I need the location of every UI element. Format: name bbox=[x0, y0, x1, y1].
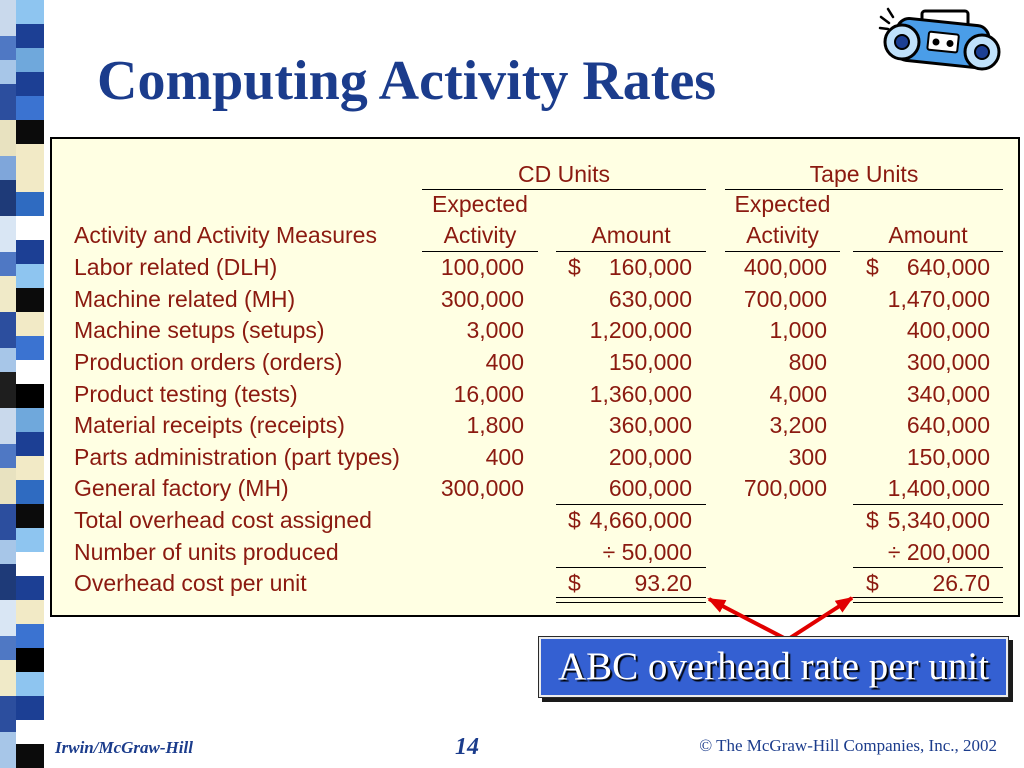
cd-currency-symbol: $ bbox=[568, 570, 581, 597]
page-number: 14 bbox=[455, 734, 479, 760]
tape-expected-activity: 300 bbox=[788, 443, 827, 470]
tape-amount: 1,470,000 bbox=[887, 285, 990, 312]
cd-activity-header: Activity bbox=[443, 222, 517, 249]
tape-amount: 340,000 bbox=[906, 380, 990, 407]
tape-expected-activity: 700,000 bbox=[743, 475, 827, 502]
activity-label: Parts administration (part types) bbox=[74, 443, 400, 470]
cd-amount: 1,200,000 bbox=[589, 317, 692, 344]
callout-box bbox=[539, 637, 1008, 697]
cd-amount: 600,000 bbox=[608, 475, 692, 502]
table-row bbox=[52, 410, 1018, 442]
cd-expected-activity: 400 bbox=[485, 443, 524, 470]
table-row bbox=[52, 252, 1018, 284]
tape-expected-activity: 4,000 bbox=[769, 380, 827, 407]
tape-units-produced: ÷ 200,000 bbox=[887, 538, 990, 565]
tape-currency-symbol: $ bbox=[866, 507, 879, 533]
tape-amount: 640,000 bbox=[906, 254, 990, 281]
cd-currency-symbol: $ bbox=[568, 254, 581, 281]
activity-label: Labor related (DLH) bbox=[74, 254, 278, 281]
callout-text: ABC overhead rate per unit bbox=[557, 645, 990, 688]
tape-expected-header: Expected bbox=[734, 191, 831, 218]
column-header-row bbox=[52, 189, 1018, 221]
tape-amount: 300,000 bbox=[906, 349, 990, 375]
tape-amount: 150,000 bbox=[906, 443, 990, 470]
cd-expected-activity: 3,000 bbox=[466, 317, 524, 344]
cd-units-produced: ÷ 50,000 bbox=[602, 538, 692, 565]
double-rule bbox=[556, 602, 706, 603]
cd-amount: 160,000 bbox=[608, 254, 692, 281]
double-rule bbox=[853, 597, 1003, 598]
double-rule bbox=[556, 597, 706, 598]
table-row bbox=[52, 347, 1018, 379]
cd-units-header: CD Units bbox=[517, 161, 610, 188]
total-overhead-label: Total overhead cost assigned bbox=[74, 507, 372, 533]
tape-amount-header: Amount bbox=[888, 222, 968, 249]
tape-total-overhead: 5,340,000 bbox=[887, 507, 990, 533]
cd-amount: 360,000 bbox=[608, 412, 692, 439]
cd-expected-activity: 300,000 bbox=[440, 475, 524, 502]
decorative-stripe bbox=[16, 0, 44, 768]
tape-expected-activity: 700,000 bbox=[743, 285, 827, 312]
cd-currency-symbol: $ bbox=[568, 507, 581, 533]
cd-expected-activity: 400 bbox=[485, 349, 524, 375]
units-row bbox=[52, 537, 1018, 569]
cd-amount: 1,360,000 bbox=[589, 380, 692, 407]
publisher-footer: Irwin/McGraw-Hill bbox=[55, 738, 193, 757]
tape-units-header: Tape Units bbox=[809, 161, 919, 188]
boombox-icon bbox=[878, 6, 1004, 76]
activity-label: Machine related (MH) bbox=[74, 285, 296, 312]
cost-per-unit-label: Overhead cost per unit bbox=[74, 570, 307, 597]
copyright-footer: © The McGraw-Hill Companies, Inc., 2002 bbox=[699, 736, 997, 755]
cd-expected-activity: 300,000 bbox=[440, 285, 524, 312]
activity-measures-header: Activity and Activity Measures bbox=[74, 222, 377, 249]
cd-expected-header: Expected bbox=[432, 191, 528, 218]
activity-label: General factory (MH) bbox=[74, 475, 289, 502]
group-header-row bbox=[52, 159, 1018, 191]
cd-amount: 630,000 bbox=[608, 285, 692, 312]
activity-label: Product testing (tests) bbox=[74, 380, 298, 407]
tape-amount: 1,400,000 bbox=[887, 475, 990, 502]
table-row bbox=[52, 284, 1018, 316]
tape-activity-header: Activity bbox=[746, 222, 819, 249]
total-row bbox=[52, 505, 1018, 537]
cd-expected-activity: 100,000 bbox=[440, 254, 524, 281]
tape-amount: 400,000 bbox=[906, 317, 990, 344]
units-produced-label: Number of units produced bbox=[74, 538, 339, 565]
double-rule bbox=[853, 602, 1003, 603]
column-header-row bbox=[52, 220, 1018, 252]
activity-label: Machine setups (setups) bbox=[74, 317, 325, 344]
slide-title: Computing Activity Rates bbox=[97, 50, 717, 112]
activity-label: Material receipts (receipts) bbox=[74, 412, 345, 439]
cost-per-unit-row bbox=[52, 568, 1018, 600]
activity-label: Production orders (orders) bbox=[74, 349, 343, 375]
tape-currency-symbol: $ bbox=[866, 570, 879, 597]
table-row bbox=[52, 442, 1018, 474]
cd-expected-activity: 16,000 bbox=[453, 380, 524, 407]
tape-amount: 640,000 bbox=[906, 412, 990, 439]
table-row bbox=[52, 379, 1018, 411]
tape-currency-symbol: $ bbox=[866, 254, 879, 281]
cd-expected-activity: 1,800 bbox=[466, 412, 524, 439]
cd-amount: 200,000 bbox=[608, 443, 692, 470]
cd-total-overhead: 4,660,000 bbox=[589, 507, 692, 533]
activity-rates-table bbox=[50, 137, 1020, 617]
cd-cost-per-unit: 93.20 bbox=[634, 570, 692, 597]
tape-expected-activity: 800 bbox=[788, 349, 827, 375]
tape-expected-activity: 400,000 bbox=[743, 254, 827, 281]
tape-expected-activity: 1,000 bbox=[769, 317, 827, 344]
cd-amount-header: Amount bbox=[591, 222, 671, 249]
tape-expected-activity: 3,200 bbox=[769, 412, 827, 439]
tape-cost-per-unit: 26.70 bbox=[932, 570, 990, 597]
cd-amount: 150,000 bbox=[608, 349, 692, 375]
decorative-stripe bbox=[0, 0, 16, 768]
table-row bbox=[52, 473, 1018, 505]
table-row bbox=[52, 315, 1018, 347]
